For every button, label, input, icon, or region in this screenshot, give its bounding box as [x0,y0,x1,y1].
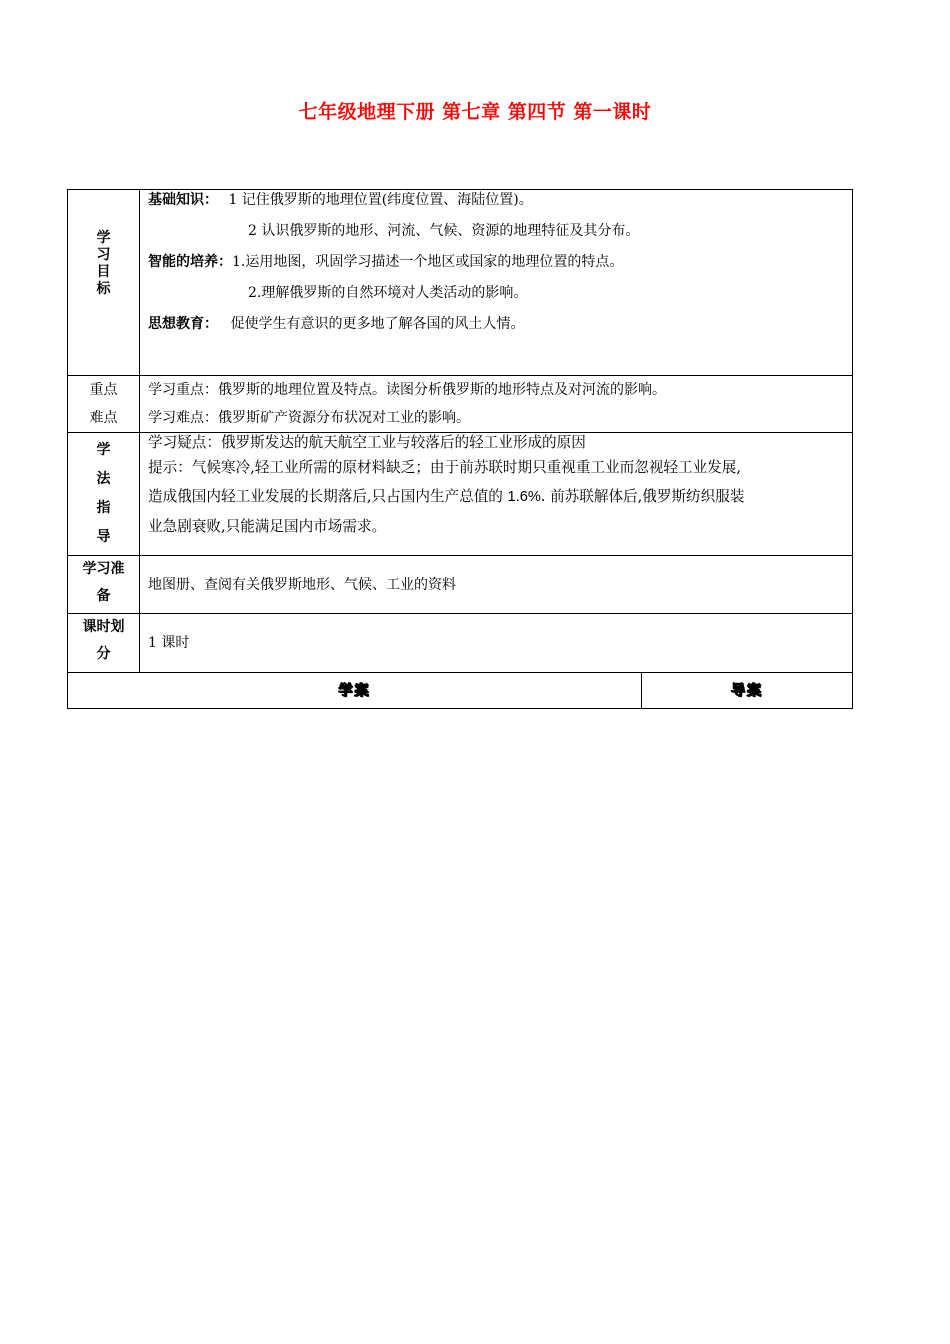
method-label-char: 法 [96,471,111,487]
schedule-label [68,614,140,673]
hint-percent: 1.6% [507,489,541,505]
schedule-label-2: 分 [96,646,111,662]
prep-row [68,556,853,614]
schedule-label-1: 课时划 [82,619,125,635]
goals-label-char: 目 [96,264,111,280]
difficult-point-text: 学习难点：俄罗斯矿产资源分布状况对工业的影响。 [148,410,470,426]
goals-label [68,190,140,376]
ability-line-1 [148,247,846,278]
footer-row [68,673,853,709]
goals-content [140,190,853,376]
schedule-row [68,614,853,673]
method-row [68,433,853,556]
prep-label [68,556,140,614]
doubt-text: 学习疑点：俄罗斯发达的航天航空工业与较落后的轻工业形成的原因 [148,434,586,451]
difficult-label: 难点 [89,410,118,426]
goals-label-char: 学 [96,230,111,246]
method-label-char: 学 [96,442,111,458]
method-label [68,433,140,556]
hint-line-2 [148,482,846,512]
lesson-plan-table [67,189,853,709]
prep-content [140,556,853,614]
key-points-label [68,376,140,433]
thought-line [148,309,846,340]
method-label-char: 指 [96,500,111,516]
hint-line-1: 提示：气候寒冷,轻工业所需的原材料缺乏；由于前苏联时期只重视重工业而忽视轻工业发展, [148,459,742,476]
hint-text-c: . 前苏联解体后,俄罗斯纺织服装 [540,488,745,505]
schedule-content [140,614,853,673]
basic-goal-1: 1 记住俄罗斯的地理位置(纬度位置、海陆位置)。 [228,192,533,208]
key-label: 重点 [89,382,118,398]
basic-line-1 [148,185,846,216]
method-label-char: 导 [96,529,111,545]
prep-label-2: 备 [96,588,111,604]
prep-label-1: 学习准 [82,561,125,577]
goals-label-char: 习 [96,247,111,263]
hint-text-b: 造成俄国内轻工业发展的长期落后,只占国内生产总值的 [148,488,508,505]
goals-row [68,190,853,376]
method-content [140,433,853,556]
thought-label: 思想教育： [148,316,218,332]
ability-goal-1: 1.运用地图，巩固学习描述一个地区或国家的地理位置的特点。 [232,254,624,270]
thought-goal: 促使学生有意识的更多地了解各国的风土人情。 [230,316,525,332]
key-points-content [140,376,853,433]
prep-text: 地图册、查阅有关俄罗斯地形、气候、工业的资料 [148,576,456,593]
hint-line-3: 业急剧衰败,只能满足国内市场需求。 [148,518,387,535]
teacher-plan-header: 导案 [642,673,853,709]
key-points-row [68,376,853,433]
schedule-text: 1 课时 [148,635,190,651]
key-point-text: 学习重点：俄罗斯的地理位置及特点。读图分析俄罗斯的地形特点及对河流的影响。 [148,382,666,398]
page-title: 七年级地理下册 第七章 第四节 第一课时 [298,101,652,123]
goals-label-char: 标 [96,281,111,297]
basic-goal-2: 2 认识俄罗斯的地形、河流、气候、资源的地理特征及其分布。 [248,223,640,239]
ability-goal-2: 2.理解俄罗斯的自然环境对人类活动的影响。 [248,285,528,301]
student-plan-header: 学案 [68,673,642,709]
basic-knowledge-label: 基础知识： [148,192,218,208]
ability-label: 智能的培养： [148,254,232,270]
